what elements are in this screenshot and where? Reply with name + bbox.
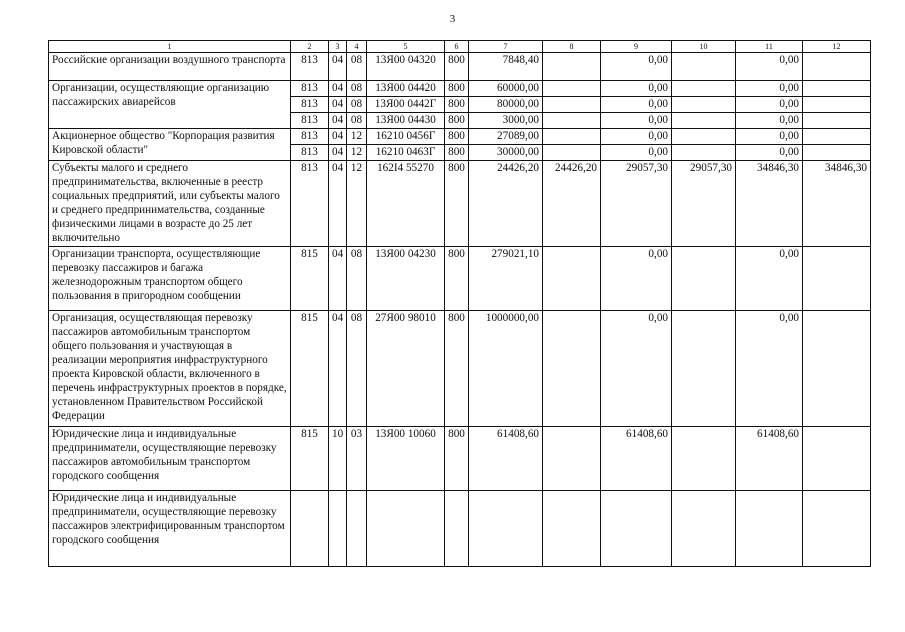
- target-article: 16210 0456Г: [367, 129, 445, 145]
- amount-col-10: [672, 81, 736, 97]
- column-number-11: 11: [736, 41, 803, 53]
- table-row: [49, 81, 871, 97]
- amount-col-10: [672, 97, 736, 113]
- page-number: 3: [449, 13, 456, 25]
- table-row: [49, 311, 871, 427]
- recipient-name: Российские организации воздушного транспорта: [49, 53, 291, 81]
- target-article: 27Я00 98010: [367, 311, 445, 427]
- target-article: 13Я00 10060: [367, 427, 445, 491]
- code: 813: [291, 97, 329, 113]
- amount-col-11: 0,00: [736, 81, 803, 97]
- amount-col-10: 29057,30: [672, 161, 736, 247]
- amount-col-8: [543, 427, 601, 491]
- column-number-5: 5: [367, 41, 445, 53]
- expense-type: 800: [445, 427, 469, 491]
- target-article: 13Я00 04430: [367, 113, 445, 129]
- recipient-name: Организации транспорта, осуществляющие перевозку пассажиров и багажа железнодорожным транспортом общего пользования в пригородном сообщении: [49, 247, 291, 311]
- code: 815: [291, 427, 329, 491]
- amount-col-7: [469, 491, 543, 567]
- amount-col-11: 0,00: [736, 53, 803, 81]
- expense-type: 800: [445, 97, 469, 113]
- section: 04: [329, 81, 347, 97]
- amount-col-12: [803, 97, 871, 113]
- column-number-12: 12: [803, 41, 871, 53]
- table-row: [49, 129, 871, 145]
- amount-col-8: [543, 81, 601, 97]
- amount-col-10: [672, 427, 736, 491]
- amount-col-7: 24426,20: [469, 161, 543, 247]
- section: 04: [329, 129, 347, 145]
- amount-col-12: [803, 247, 871, 311]
- section: 04: [329, 311, 347, 427]
- code: 815: [291, 247, 329, 311]
- code: [291, 491, 329, 567]
- amount-col-11: 0,00: [736, 247, 803, 311]
- subsection: 08: [347, 53, 367, 81]
- column-number-10: 10: [672, 41, 736, 53]
- section: 04: [329, 161, 347, 247]
- table-row: [49, 161, 871, 247]
- section: [329, 491, 347, 567]
- subsection: 12: [347, 161, 367, 247]
- amount-col-9: 0,00: [601, 311, 672, 427]
- subsection: 08: [347, 113, 367, 129]
- amount-col-8: [543, 247, 601, 311]
- column-number-1: 1: [49, 41, 291, 53]
- recipient-name: Юридические лица и индивидуальные предприниматели, осуществляющие перевозку пассажиров автомобильным транспортом городского сообщения: [49, 427, 291, 491]
- amount-col-12: [803, 129, 871, 145]
- column-number-7: 7: [469, 41, 543, 53]
- subsection: 08: [347, 311, 367, 427]
- amount-col-10: [672, 311, 736, 427]
- amount-col-10: [672, 53, 736, 81]
- expense-type: [445, 491, 469, 567]
- code: 815: [291, 311, 329, 427]
- amount-col-11: 0,00: [736, 97, 803, 113]
- amount-col-12: [803, 53, 871, 81]
- amount-col-8: [543, 491, 601, 567]
- budget-table: [48, 40, 871, 567]
- target-article: 16210 0463Г: [367, 145, 445, 161]
- expense-type: 800: [445, 129, 469, 145]
- code: 813: [291, 81, 329, 97]
- expense-type: 800: [445, 81, 469, 97]
- amount-col-12: [803, 113, 871, 129]
- amount-col-7: 61408,60: [469, 427, 543, 491]
- amount-col-8: [543, 53, 601, 81]
- subsection: 03: [347, 427, 367, 491]
- amount-col-10: [672, 491, 736, 567]
- column-number-4: 4: [347, 41, 367, 53]
- amount-col-9: 61408,60: [601, 427, 672, 491]
- code: 813: [291, 161, 329, 247]
- section: 10: [329, 427, 347, 491]
- amount-col-11: 0,00: [736, 113, 803, 129]
- amount-col-9: 0,00: [601, 113, 672, 129]
- amount-col-12: [803, 81, 871, 97]
- recipient-name: Субъекты малого и среднего предпринимательства, включенные в реестр социальных предприятий, или субъекты малого и среднего предпринимательства, созданные физическими лицами в возрасте до 25 лет включительно: [49, 161, 291, 247]
- column-number-3: 3: [329, 41, 347, 53]
- section: 04: [329, 247, 347, 311]
- amount-col-8: [543, 129, 601, 145]
- target-article: 13Я00 04420: [367, 81, 445, 97]
- amount-col-7: 60000,00: [469, 81, 543, 97]
- section: 04: [329, 145, 347, 161]
- code: 813: [291, 129, 329, 145]
- amount-col-11: 61408,60: [736, 427, 803, 491]
- amount-col-8: [543, 97, 601, 113]
- code: 813: [291, 145, 329, 161]
- expense-type: 800: [445, 311, 469, 427]
- amount-col-12: [803, 145, 871, 161]
- amount-col-7: 3000,00: [469, 113, 543, 129]
- amount-col-12: [803, 491, 871, 567]
- column-number-8: 8: [543, 41, 601, 53]
- amount-col-7: 279021,10: [469, 247, 543, 311]
- subsection: 12: [347, 129, 367, 145]
- amount-col-9: 0,00: [601, 53, 672, 81]
- amount-col-11: 0,00: [736, 145, 803, 161]
- amount-col-9: 0,00: [601, 97, 672, 113]
- code: 813: [291, 113, 329, 129]
- amount-col-8: [543, 145, 601, 161]
- section: 04: [329, 53, 347, 81]
- table-row: [49, 53, 871, 81]
- table-row: [49, 427, 871, 491]
- expense-type: 800: [445, 247, 469, 311]
- amount-col-11: [736, 491, 803, 567]
- section: 04: [329, 113, 347, 129]
- amount-col-11: 34846,30: [736, 161, 803, 247]
- amount-col-7: 27089,00: [469, 129, 543, 145]
- amount-col-8: 24426,20: [543, 161, 601, 247]
- amount-col-7: 7848,40: [469, 53, 543, 81]
- expense-type: 800: [445, 113, 469, 129]
- column-number-row: [49, 41, 871, 53]
- amount-col-12: [803, 427, 871, 491]
- amount-col-9: 0,00: [601, 129, 672, 145]
- recipient-name: Организация, осуществляющая перевозку пассажиров автомобильным транспортом общего пользования и участвующая в реализации мероприятия инфраструктурного проекта Кировской области, включенного в перечень инфраструктурных проектов в порядке, установленном Правительством Российской Федерации: [49, 311, 291, 427]
- recipient-name: Юридические лица и индивидуальные предприниматели, осуществляющие перевозку пассажиров электрифицированным транспортом городского сообщения: [49, 491, 291, 567]
- amount-col-9: 0,00: [601, 81, 672, 97]
- target-article: 13Я00 04230: [367, 247, 445, 311]
- expense-type: 800: [445, 161, 469, 247]
- amount-col-9: [601, 491, 672, 567]
- recipient-name: Организации, осуществляющие организацию пассажирских авиарейсов: [49, 81, 291, 129]
- amount-col-8: [543, 311, 601, 427]
- target-article: 162I4 55270: [367, 161, 445, 247]
- amount-col-8: [543, 113, 601, 129]
- column-number-2: 2: [291, 41, 329, 53]
- amount-col-9: 0,00: [601, 145, 672, 161]
- amount-col-10: [672, 129, 736, 145]
- amount-col-11: 0,00: [736, 311, 803, 427]
- column-number-9: 9: [601, 41, 672, 53]
- table-row: [49, 491, 871, 567]
- code: 813: [291, 53, 329, 81]
- subsection: 12: [347, 145, 367, 161]
- amount-col-7: 30000,00: [469, 145, 543, 161]
- amount-col-10: [672, 247, 736, 311]
- table-row: [49, 247, 871, 311]
- amount-col-7: 1000000,00: [469, 311, 543, 427]
- column-number-6: 6: [445, 41, 469, 53]
- subsection: [347, 491, 367, 567]
- amount-col-12: [803, 311, 871, 427]
- target-article: 13Я00 0442Г: [367, 97, 445, 113]
- target-article: 13Я00 04320: [367, 53, 445, 81]
- subsection: 08: [347, 97, 367, 113]
- recipient-name: Акционерное общество "Корпорация развития Кировской области": [49, 129, 291, 161]
- amount-col-12: 34846,30: [803, 161, 871, 247]
- amount-col-9: 29057,30: [601, 161, 672, 247]
- amount-col-10: [672, 113, 736, 129]
- amount-col-9: 0,00: [601, 247, 672, 311]
- section: 04: [329, 97, 347, 113]
- amount-col-11: 0,00: [736, 129, 803, 145]
- amount-col-7: 80000,00: [469, 97, 543, 113]
- expense-type: 800: [445, 53, 469, 81]
- expense-type: 800: [445, 145, 469, 161]
- target-article: [367, 491, 445, 567]
- amount-col-10: [672, 145, 736, 161]
- subsection: 08: [347, 247, 367, 311]
- subsection: 08: [347, 81, 367, 97]
